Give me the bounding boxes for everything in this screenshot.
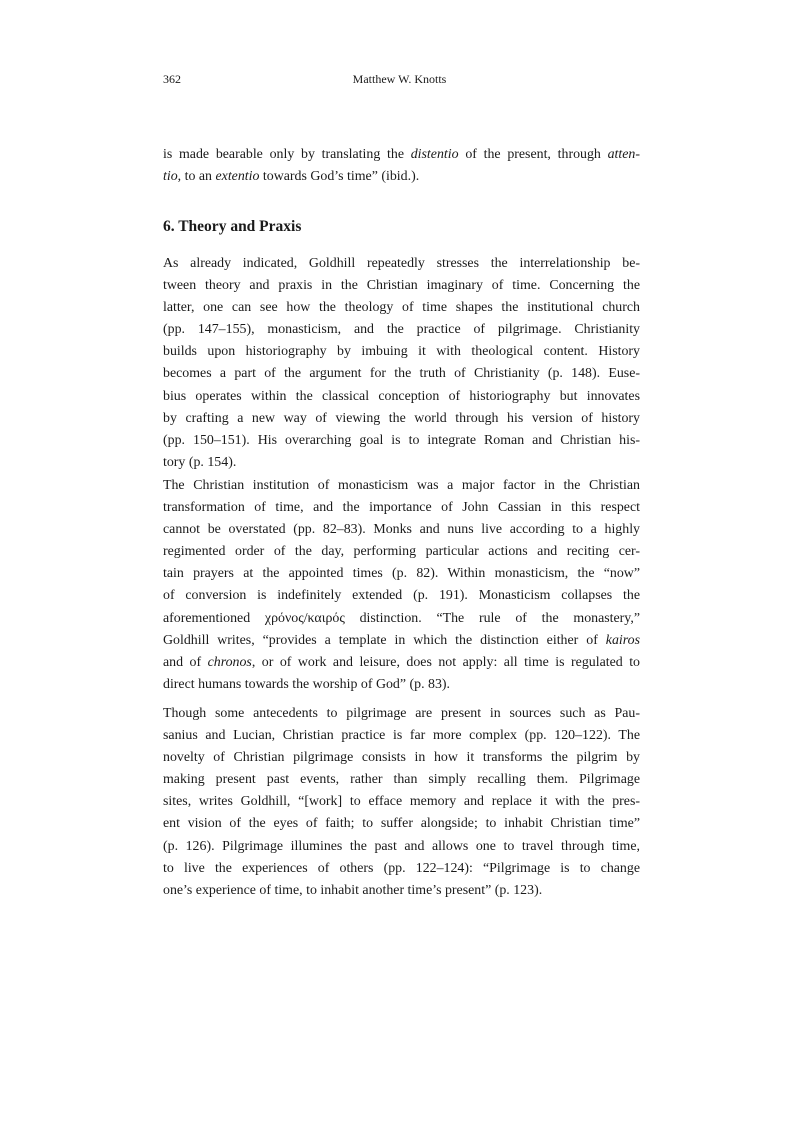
text-line [163, 144, 640, 166]
text-line [163, 297, 640, 319]
text-segment: novelty of Christian pilgrimage consists in how it transforms the pilgrim by [163, 750, 640, 766]
text-line [163, 585, 640, 607]
text-segment: (pp. 150–151). His overarching goal is to integrate Roman and Christian his- [163, 432, 640, 448]
text-line [163, 430, 640, 452]
text-segment: builds upon historiography by imbuing it with theological content. History [163, 344, 640, 360]
text-line [163, 408, 640, 430]
paragraph-continued [163, 144, 640, 188]
text-segment: tain prayers at the appointed times (p. 82). Within monasticism, the “now” [163, 566, 640, 582]
text-segment: of the present, through [458, 147, 608, 162]
text-line [163, 880, 640, 902]
text-line [163, 725, 640, 747]
text-segment: sanius and Lucian, Christian practice is far more complex (pp. 120–122). The [163, 728, 640, 744]
text-segment: direct humans towards the worship of God” (p. 83). [163, 676, 451, 692]
text-line [163, 475, 640, 497]
text-segment: making present past events, rather than simply recalling them. Pilgrimage [163, 772, 640, 788]
text-segment: tween theory and praxis in the Christian imaginary of time. Concerning the [163, 278, 640, 294]
text-segment: Goldhill writes, “provides a template in which the distinction either of [163, 632, 606, 648]
text-line [163, 452, 640, 474]
text-line [163, 769, 640, 791]
text-line [163, 674, 640, 696]
text-line [163, 703, 640, 725]
text-segment: ent vision of the eyes of faith; to suffer alongside; to inhabit Christian time” [163, 816, 640, 832]
text-segment: Though some antecedents to pilgrimage are present in sources such as Pau- [163, 706, 640, 721]
text-line [163, 275, 640, 297]
text-line [163, 652, 640, 674]
text-segment: , to an [177, 169, 216, 185]
text-segment: towards God’s time” (ibid.). [259, 169, 420, 185]
text-line [163, 813, 640, 835]
text-line [163, 630, 640, 652]
text-segment: and of [163, 654, 208, 670]
italic-term: tio [163, 169, 178, 185]
text-segment: transformation of time, and the importance of John Cassian in this respect [163, 500, 640, 516]
paragraph [163, 475, 640, 696]
text-segment: cannot be overstated (pp. 82–83). Monks and nuns live according to a highly [163, 522, 640, 538]
paragraph [163, 253, 640, 474]
italic-term: distentio [410, 147, 459, 162]
text-segment: aforementioned χρόνος/καιρός distinction. “The rule of the monastery,” [163, 610, 640, 626]
text-line [163, 858, 640, 880]
text-line [163, 608, 640, 630]
italic-term: kairos [605, 632, 640, 648]
text-line [163, 497, 640, 519]
text-line [163, 747, 640, 769]
text-segment: regimented order of the day, performing particular actions and reciting cer- [163, 544, 640, 560]
text-segment: The Christian institution of monasticism was a major factor in the Christian [163, 478, 640, 493]
text-segment: is made bearable only by translating the [163, 147, 411, 162]
text-segment: bius operates within the classical conception of historiography but innovates [163, 388, 640, 404]
italic-term: atten- [607, 147, 640, 162]
text-line [163, 166, 640, 188]
text-line [163, 363, 640, 385]
text-segment: (pp. 147–155), monasticism, and the practice of pilgrimage. Christianity [163, 322, 640, 338]
running-head: Matthew W. Knotts [352, 72, 447, 86]
text-segment: by crafting a new way of viewing the world through his version of history [163, 410, 640, 426]
text-line [163, 341, 640, 363]
text-segment: of conversion is indefinitely extended (p. 191). Monasticism collapses the [163, 588, 640, 604]
text-segment: latter, one can see how the theology of time shapes the institutional church [163, 300, 640, 316]
text-line [163, 541, 640, 563]
text-line [163, 563, 640, 585]
text-segment: sites, writes Goldhill, “[work] to efface memory and replace it with the pres- [163, 794, 640, 810]
text-segment: one’s experience of time, to inhabit another time’s present” (p. 123). [163, 882, 543, 898]
text-line [163, 836, 640, 858]
text-segment: (p. 126). Pilgrimage illumines the past and allows one to travel through time, [163, 838, 640, 854]
text-line [163, 519, 640, 541]
section-heading: 6. Theory and Praxis [163, 218, 302, 235]
italic-term: chronos [207, 654, 252, 670]
text-line [163, 386, 640, 408]
text-segment: As already indicated, Goldhill repeatedly stresses the interrelationship be- [163, 256, 640, 271]
text-segment: , or of work and leisure, does not apply: all time is regulated to [251, 654, 640, 670]
text-segment: to live the experiences of others (pp. 122–124): “Pilgrimage is to change [163, 860, 640, 876]
italic-term: extentio [215, 169, 260, 185]
text-line [163, 253, 640, 275]
paragraph [163, 703, 640, 902]
text-segment: becomes a part of the argument for the truth of Christianity (p. 148). Euse- [163, 366, 640, 382]
text-line [163, 319, 640, 341]
text-line [163, 791, 640, 813]
text-segment: tory (p. 154). [163, 454, 237, 470]
page-number: 362 [163, 72, 181, 86]
